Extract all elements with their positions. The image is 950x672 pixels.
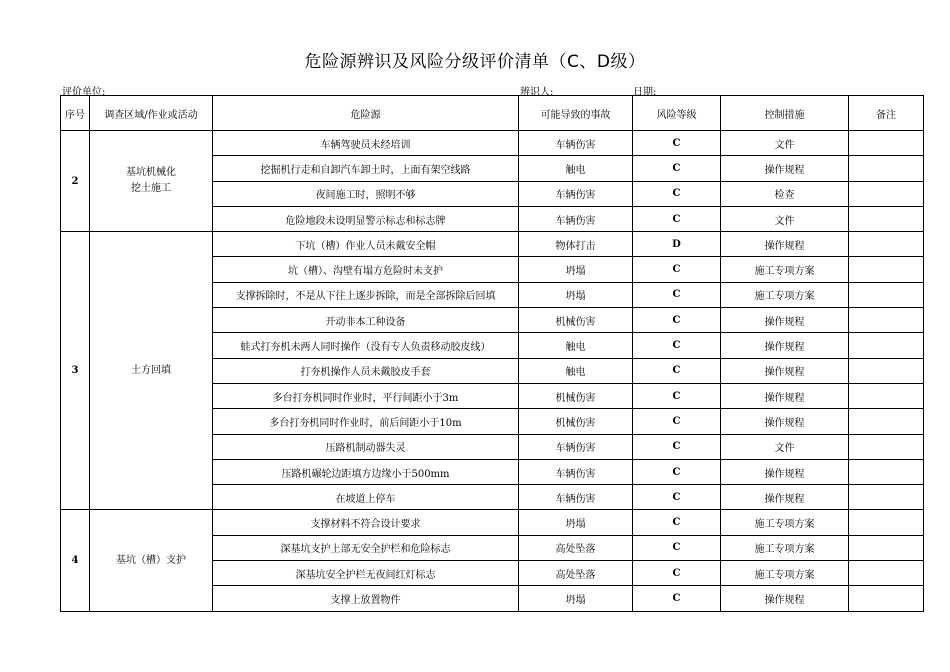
note-cell	[849, 257, 924, 282]
note-cell	[849, 333, 924, 358]
hazard-cell: 车辆驾驶员未经培训	[213, 131, 519, 156]
header-hazard: 危险源	[213, 96, 519, 131]
note-cell	[849, 156, 924, 181]
group-seq-cell: 3	[61, 232, 90, 510]
accident-cell: 坍塌	[519, 586, 633, 611]
note-cell	[849, 181, 924, 206]
accident-cell: 车辆伤害	[519, 434, 633, 459]
accident-cell: 车辆伤害	[519, 206, 633, 231]
note-cell	[849, 485, 924, 510]
control-measure-cell: 操作规程	[721, 333, 849, 358]
control-measure-cell: 操作规程	[721, 383, 849, 408]
note-cell	[849, 131, 924, 156]
control-measure-cell: 操作规程	[721, 358, 849, 383]
risk-grade-cell: D	[633, 232, 721, 257]
accident-cell: 车辆伤害	[519, 131, 633, 156]
group-area-cell: 土方回填	[90, 232, 213, 510]
accident-cell: 车辆伤害	[519, 181, 633, 206]
hazard-cell: 挖掘机行走和自卸汽车卸土时，上面有架空线路	[213, 156, 519, 181]
header-accident: 可能导致的事故	[519, 96, 633, 131]
hazard-cell: 危险地段未设明显警示标志和标志牌	[213, 206, 519, 231]
header-control: 控制措施	[721, 96, 849, 131]
hazard-cell: 深基坑支护上部无安全护栏和危险标志	[213, 535, 519, 560]
risk-grade-cell: C	[633, 282, 721, 307]
control-measure-cell: 文件	[721, 434, 849, 459]
note-cell	[849, 206, 924, 231]
hazard-cell: 夜间施工时，照明不够	[213, 181, 519, 206]
note-cell	[849, 561, 924, 586]
hazard-cell: 坑（槽）、沟壁有塌方危险时未支护	[213, 257, 519, 282]
accident-cell: 高处坠落	[519, 535, 633, 560]
control-measure-cell: 施工专项方案	[721, 257, 849, 282]
control-measure-cell: 操作规程	[721, 485, 849, 510]
header-area: 调查区域/作业或活动	[90, 96, 213, 131]
risk-grade-cell: C	[633, 383, 721, 408]
note-cell	[849, 459, 924, 484]
identifier-label: 辨识人:	[520, 87, 554, 98]
hazard-cell: 支撑材料不符合设计要求	[213, 510, 519, 535]
control-measure-cell: 文件	[721, 206, 849, 231]
risk-grade-cell: C	[633, 434, 721, 459]
accident-cell: 车辆伤害	[519, 459, 633, 484]
accident-cell: 高处坠落	[519, 561, 633, 586]
accident-cell: 车辆伤害	[519, 485, 633, 510]
accident-cell: 坍塌	[519, 282, 633, 307]
note-cell	[849, 232, 924, 257]
control-measure-cell: 操作规程	[721, 409, 849, 434]
risk-assessment-table	[60, 95, 924, 612]
accident-cell: 机械伤害	[519, 308, 633, 333]
table-row	[61, 510, 924, 535]
risk-grade-cell: C	[633, 257, 721, 282]
note-cell	[849, 358, 924, 383]
table-row	[61, 232, 924, 257]
hazard-cell: 多台打夯机同时作业时，平行间距小于3m	[213, 383, 519, 408]
risk-grade-cell: C	[633, 561, 721, 586]
header-seq: 序号	[61, 96, 90, 131]
group-seq-cell: 2	[61, 131, 90, 232]
control-measure-cell: 操作规程	[721, 308, 849, 333]
control-measure-cell: 检查	[721, 181, 849, 206]
accident-cell: 触电	[519, 358, 633, 383]
table-body	[61, 131, 924, 612]
accident-cell: 机械伤害	[519, 409, 633, 434]
risk-grade-cell: C	[633, 459, 721, 484]
hazard-cell: 蛙式打夯机未两人同时操作（没有专人负责移动胶皮线）	[213, 333, 519, 358]
risk-grade-cell: C	[633, 510, 721, 535]
accident-cell: 坍塌	[519, 510, 633, 535]
evaluation-unit-label: 评价单位:	[62, 87, 106, 98]
hazard-cell: 压路机制动器失灵	[213, 434, 519, 459]
control-measure-cell: 施工专项方案	[721, 535, 849, 560]
note-cell	[849, 586, 924, 611]
date-label: 日期:	[633, 87, 657, 98]
hazard-cell: 支撑上放置物件	[213, 586, 519, 611]
risk-grade-cell: C	[633, 358, 721, 383]
note-cell	[849, 510, 924, 535]
hazard-cell: 下坑（槽）作业人员未戴安全帽	[213, 232, 519, 257]
header-risk-grade: 风险等级	[633, 96, 721, 131]
control-measure-cell: 施工专项方案	[721, 282, 849, 307]
risk-grade-cell: C	[633, 156, 721, 181]
hazard-cell: 开动非本工种设备	[213, 308, 519, 333]
hazard-cell: 支撑拆除时，不是从下往上逐步拆除，而是全部拆除后回填	[213, 282, 519, 307]
control-measure-cell: 操作规程	[721, 156, 849, 181]
risk-grade-cell: C	[633, 535, 721, 560]
accident-cell: 机械伤害	[519, 383, 633, 408]
document-title: 危险源辨识及风险分级评价清单（C、D级）	[304, 52, 646, 72]
hazard-cell: 在坡道上停车	[213, 485, 519, 510]
note-cell	[849, 535, 924, 560]
risk-grade-cell: C	[633, 308, 721, 333]
risk-grade-cell: C	[633, 333, 721, 358]
note-cell	[849, 308, 924, 333]
note-cell	[849, 434, 924, 459]
risk-grade-cell: C	[633, 409, 721, 434]
table-row	[61, 131, 924, 156]
risk-grade-cell: C	[633, 586, 721, 611]
risk-grade-cell: C	[633, 206, 721, 231]
group-area-cell: 基坑（槽）支护	[90, 510, 213, 611]
accident-cell: 坍塌	[519, 257, 633, 282]
hazard-cell: 多台打夯机同时作业时，前后间距小于10m	[213, 409, 519, 434]
note-cell	[849, 282, 924, 307]
control-measure-cell: 操作规程	[721, 459, 849, 484]
hazard-cell: 压路机碾轮边距填方边缘小于500mm	[213, 459, 519, 484]
group-area-cell: 基坑机械化 挖土施工	[90, 131, 213, 232]
control-measure-cell: 施工专项方案	[721, 510, 849, 535]
risk-grade-cell: C	[633, 131, 721, 156]
header-note: 备注	[849, 96, 924, 131]
accident-cell: 物体打击	[519, 232, 633, 257]
header-row	[61, 96, 924, 131]
note-cell	[849, 383, 924, 408]
control-measure-cell: 操作规程	[721, 232, 849, 257]
control-measure-cell: 文件	[721, 131, 849, 156]
control-measure-cell: 施工专项方案	[721, 561, 849, 586]
accident-cell: 触电	[519, 156, 633, 181]
accident-cell: 触电	[519, 333, 633, 358]
note-cell	[849, 409, 924, 434]
risk-grade-cell: C	[633, 485, 721, 510]
hazard-cell: 深基坑安全护栏无夜间红灯标志	[213, 561, 519, 586]
group-seq-cell: 4	[61, 510, 90, 611]
control-measure-cell: 操作规程	[721, 586, 849, 611]
risk-grade-cell: C	[633, 181, 721, 206]
hazard-cell: 打夯机操作人员未戴胶皮手套	[213, 358, 519, 383]
